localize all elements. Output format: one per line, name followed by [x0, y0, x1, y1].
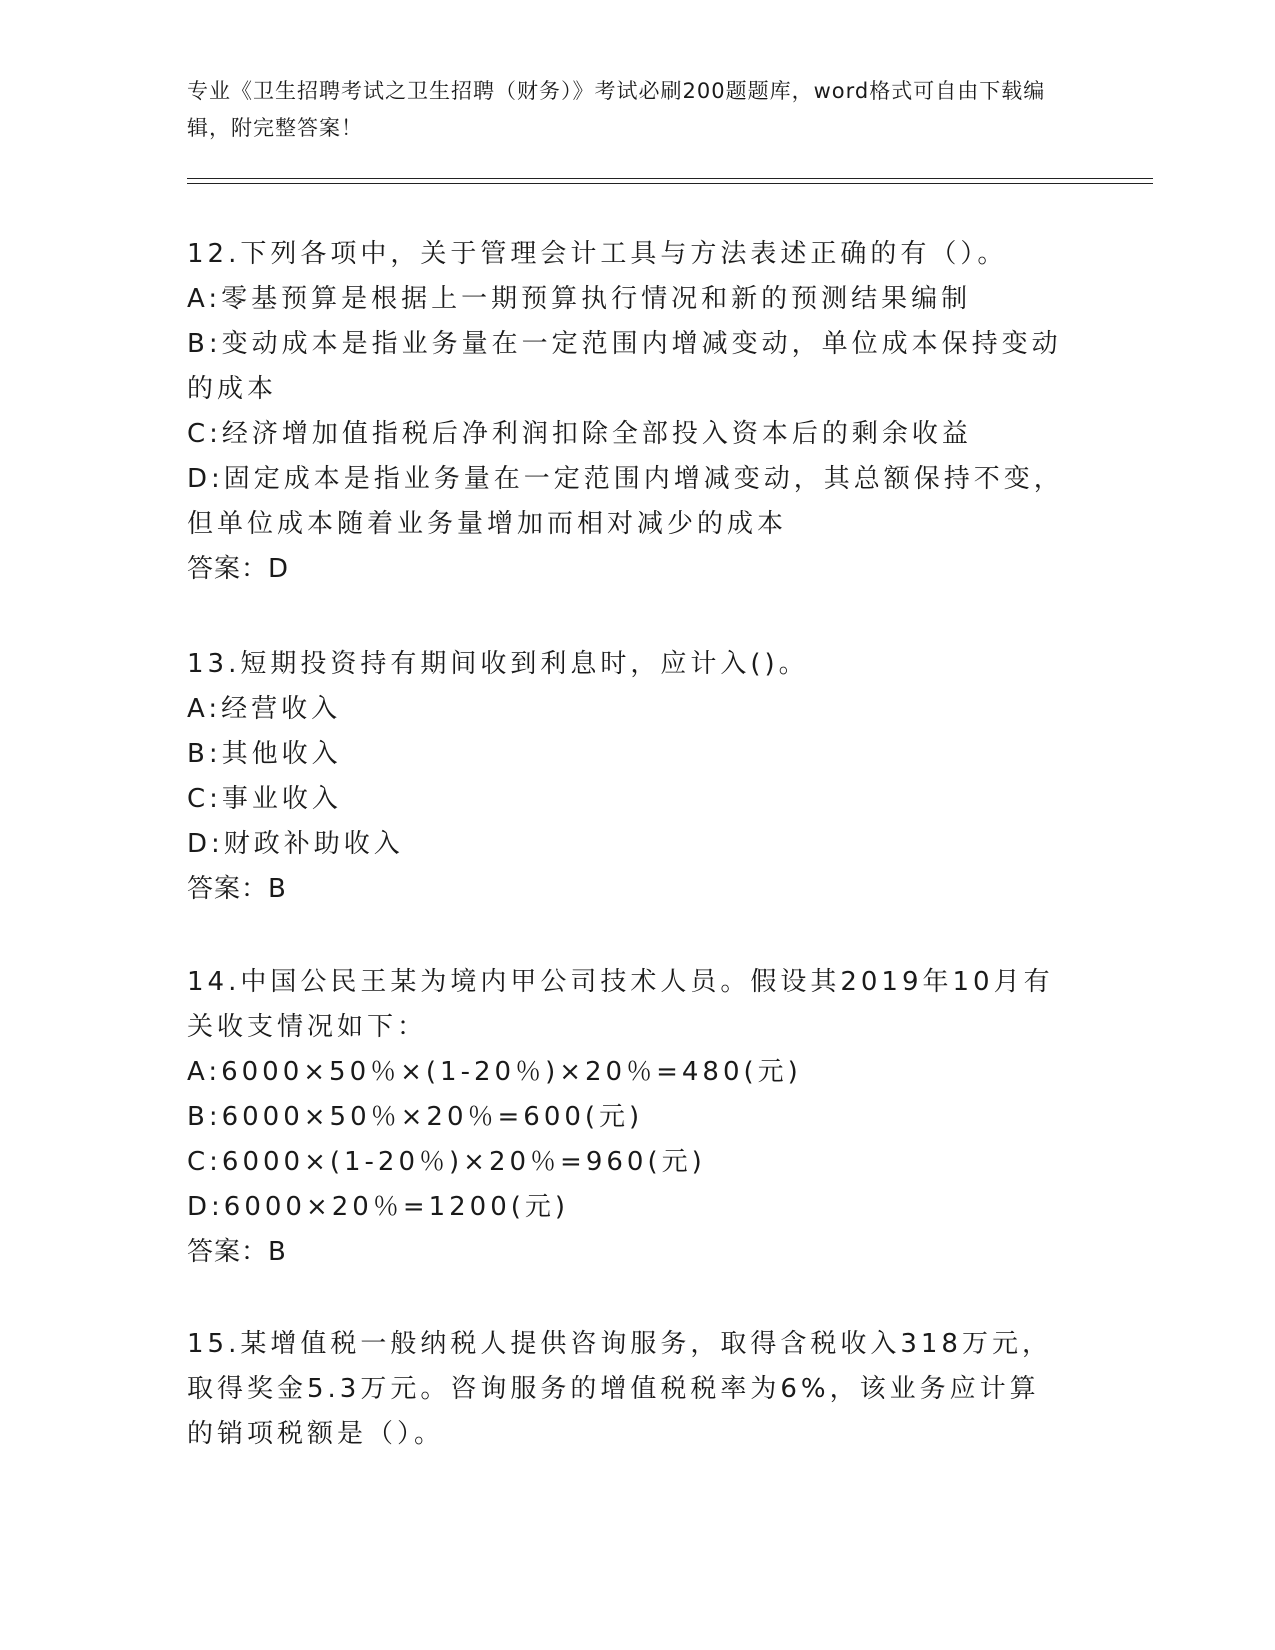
question-14 — [187, 960, 1067, 1275]
option-c: C:事业收入 — [187, 784, 342, 814]
option-d: D:6000×20％=1200(元) — [187, 1192, 570, 1222]
question-15 — [187, 1322, 1067, 1457]
question-stem: 13.短期投资持有期间收到利息时，应计入()。 — [187, 649, 809, 679]
option-b: B:6000×50％×20％=600(元) — [187, 1102, 644, 1132]
option-a: A:6000×50％×(1-20％)×20％=480(元) — [187, 1057, 802, 1087]
option-b: B:变动成本是指业务量在一定范围内增减变动，单位成本保持变动的成本 — [187, 329, 1062, 404]
option-b: B:其他收入 — [187, 739, 342, 769]
question-12 — [187, 232, 1067, 592]
option-d: D:财政补助收入 — [187, 829, 404, 859]
option-d: D:固定成本是指业务量在一定范围内增减变动，其总额保持不变，但单位成本随着业务量增加而相对减少的成本 — [187, 464, 1064, 539]
option-a: A:经营收入 — [187, 694, 342, 724]
header-divider-top — [187, 178, 1153, 179]
answer-line: 答案：B — [187, 1237, 287, 1267]
option-a: A:零基预算是根据上一期预算执行情况和新的预测结果编制 — [187, 284, 972, 314]
header-text: 专业《卫生招聘考试之卫生招聘（财务）》考试必刷200题题库，word格式可自由下载编辑，附完整答案！ — [187, 79, 1046, 140]
option-c: C:经济增加值指税后净利润扣除全部投入资本后的剩余收益 — [187, 419, 972, 449]
document-header — [187, 73, 1067, 147]
option-c: C:6000×(1-20％)×20％=960(元) — [187, 1147, 706, 1177]
question-stem: 14.中国公民王某为境内甲公司技术人员。假设其2019年10月有关收支情况如下： — [187, 967, 1054, 1042]
answer-line: 答案：B — [187, 874, 287, 904]
question-13 — [187, 642, 1067, 912]
header-divider-bottom — [187, 183, 1153, 184]
question-stem: 15.某增值税一般纳税人提供咨询服务，取得含税收入318万元，取得奖金5.3万元。咨询服务的增值税税率为6%，该业务应计算的销项税额是（）。 — [187, 1329, 1052, 1449]
question-stem: 12.下列各项中，关于管理会计工具与方法表述正确的有（）。 — [187, 239, 1008, 269]
answer-line: 答案：D — [187, 554, 290, 584]
